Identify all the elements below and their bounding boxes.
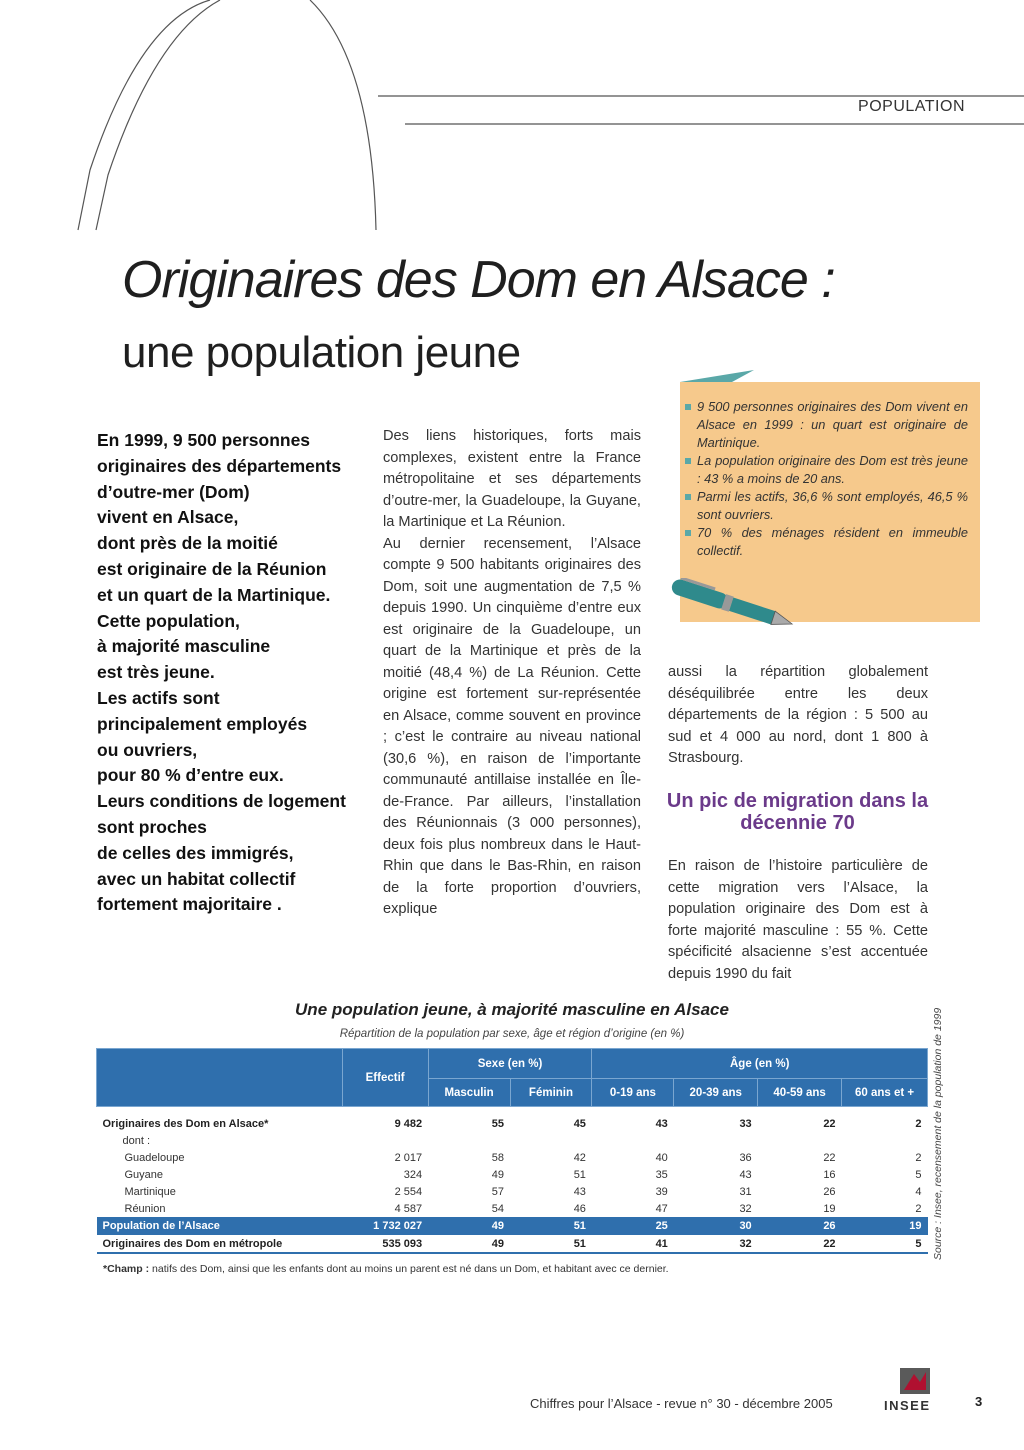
section-subheading: Un pic de migration dans la décennie 70 bbox=[666, 790, 929, 834]
lead-line: pour 80 % d’entre eux. bbox=[97, 765, 284, 786]
table-title: Une population jeune, à majorité masculine en Alsace bbox=[295, 1000, 729, 1019]
table-header-60-plus: 60 ans et + bbox=[842, 1079, 928, 1107]
body-column-3-continued bbox=[668, 856, 928, 985]
table-subtitle: Répartition de la population par sexe, âge et région d’origine (en %) bbox=[339, 1028, 685, 1040]
page-number: 3 bbox=[975, 1394, 983, 1409]
table-header-20-39: 20-39 ans bbox=[674, 1079, 758, 1107]
bullet-icon bbox=[685, 458, 691, 464]
lead-line: vivent en Alsace, bbox=[97, 507, 239, 528]
key-point: 9 500 personnes originaires des Dom vivent en Alsace en 1999 : un quart est originaire de Martinique. bbox=[694, 398, 968, 452]
table-row: Réunion 4 587 54 46 47 32 19 2 bbox=[124, 1202, 922, 1215]
table-row: Originaires des Dom en métropole 535 093 49 51 41 32 22 5 bbox=[97, 1235, 928, 1254]
lead-line: fortement majoritaire . bbox=[97, 894, 282, 915]
lead-line: d’outre-mer (Dom) bbox=[97, 481, 250, 502]
insee-logo-icon bbox=[898, 1366, 932, 1396]
fountain-pen-icon bbox=[660, 578, 800, 640]
bullet-icon bbox=[685, 530, 691, 536]
table-header-age: Âge (en %) bbox=[592, 1049, 928, 1079]
body-paragraph: En raison de l’histoire particulière de cette migration vers l’Alsace, la population originaire des Dom est à forte majorité masculine : 55 %. Cette spécificité alsacienne s’est accentuée depuis 1990 du fait bbox=[668, 858, 928, 982]
table-note-label: *Champ : bbox=[103, 1263, 150, 1275]
table-row: Originaires des Dom en Alsace* 9 482 55 45 43 33 22 2 bbox=[102, 1117, 922, 1130]
lead-line: ou ouvriers, bbox=[97, 739, 198, 760]
lead-line: dont près de la moitié bbox=[97, 533, 278, 554]
footer-text: Chiffres pour l’Alsace - revue n° 30 - décembre 2005 bbox=[530, 1396, 833, 1411]
key-point: 70 % des ménages résident en immeuble collectif. bbox=[694, 524, 968, 560]
table-row: dont : bbox=[122, 1134, 151, 1147]
page-title: Originaires des Dom en Alsace : bbox=[122, 251, 835, 309]
body-paragraph: Des liens historiques, forts mais complexes, existent entre la France métropolitaine et ses départements d’outre-mer, la Guadeloupe, la Guyane, la Martinique et La Réunion. bbox=[383, 428, 641, 530]
lead-line: est très jeune. bbox=[97, 662, 215, 683]
table-note-text: natifs des Dom, ainsi que les enfants dont au moins un parent est né dans un Dom, et habitant avec ce dernier. bbox=[149, 1263, 669, 1275]
table-header-sexe: Sexe (en %) bbox=[428, 1049, 592, 1079]
table-header-effectif: Effectif bbox=[342, 1049, 428, 1107]
table-header-empty bbox=[97, 1049, 343, 1107]
table-header-40-59: 40-59 ans bbox=[758, 1079, 842, 1107]
lead-line: sont proches bbox=[97, 816, 207, 837]
insee-logo-text: INSEE bbox=[884, 1398, 931, 1413]
page-subtitle: une population jeune bbox=[122, 328, 521, 377]
table-note bbox=[103, 1263, 669, 1275]
table-row: Guadeloupe 2 017 58 42 40 36 22 2 bbox=[124, 1151, 922, 1164]
table-row-highlighted: Population de l’Alsace 1 732 027 49 51 25 30 26 19 bbox=[97, 1217, 928, 1235]
lead-line: En 1999, 9 500 personnes bbox=[97, 430, 311, 450]
body-column-3 bbox=[668, 662, 928, 770]
lead-line: à majorité masculine bbox=[97, 636, 271, 657]
lead-line: Les actifs sont bbox=[97, 687, 220, 708]
lead-line: Cette population, bbox=[97, 610, 240, 631]
bullet-icon bbox=[685, 404, 691, 410]
section-label: POPULATION bbox=[858, 98, 965, 115]
table-header-masculin: Masculin bbox=[428, 1079, 510, 1107]
body-column-2 bbox=[383, 426, 641, 921]
table-source: Source : Insee, recensement de la population de 1999 bbox=[932, 1007, 944, 1260]
body-paragraph: Au dernier recensement, l’Alsace compte 9 500 habitants originaires des Dom, soit une augmentation de 7,5 % depuis 1990. Un cinquième d’entre eux est originaire de la Guadeloupe, un quart de la Martinique et près de la moitié (48,4 %) de La Réunion. Cette origine est fortement sur-représentée en Alsace, comme souvent en province ; c’est le contraire au niveau national (30,6 %), en raison de l’importante communauté antillaise installée en Île-de-France. Par ailleurs, l’installation des Réunionnais (3 000 personnes), deux fois plus nombreux dans le Haut-Rhin que dans le Bas-Rhin, en raison de la forte proportion d’ouvriers, explique bbox=[383, 535, 641, 917]
decorative-arch bbox=[0, 0, 1024, 240]
lead-paragraph bbox=[97, 428, 362, 918]
lead-line: de celles des immigrés, bbox=[97, 842, 294, 863]
key-point: La population originaire des Dom est très jeune : 43 % a moins de 20 ans. bbox=[694, 452, 968, 488]
table-row: Martinique 2 554 57 43 39 31 26 4 bbox=[124, 1185, 922, 1198]
key-point: Parmi les actifs, 36,6 % sont employés, 46,5 % sont ouvriers. bbox=[694, 488, 968, 524]
bullet-icon bbox=[685, 494, 691, 500]
box-tab-corner bbox=[672, 368, 762, 388]
lead-line: principalement employés bbox=[97, 713, 308, 734]
lead-line: est originaire de la Réunion bbox=[97, 558, 327, 579]
lead-line: avec un habitat collectif bbox=[97, 868, 296, 889]
table-header-feminin: Féminin bbox=[510, 1079, 592, 1107]
table-row: Guyane 324 49 51 35 43 16 5 bbox=[124, 1168, 922, 1181]
lead-line: Leurs conditions de logement bbox=[97, 791, 346, 812]
data-table bbox=[96, 1048, 928, 1254]
table-header-0-19: 0-19 ans bbox=[592, 1079, 674, 1107]
lead-line: originaires des départements bbox=[97, 455, 342, 476]
body-paragraph: aussi la répartition globalement déséquilibrée entre les deux départements de la région : 5 500 au sud et 4 000 au nord, dont 1 800 à Strasbourg. bbox=[668, 664, 928, 766]
lead-line: et un quart de la Martinique. bbox=[97, 584, 331, 605]
